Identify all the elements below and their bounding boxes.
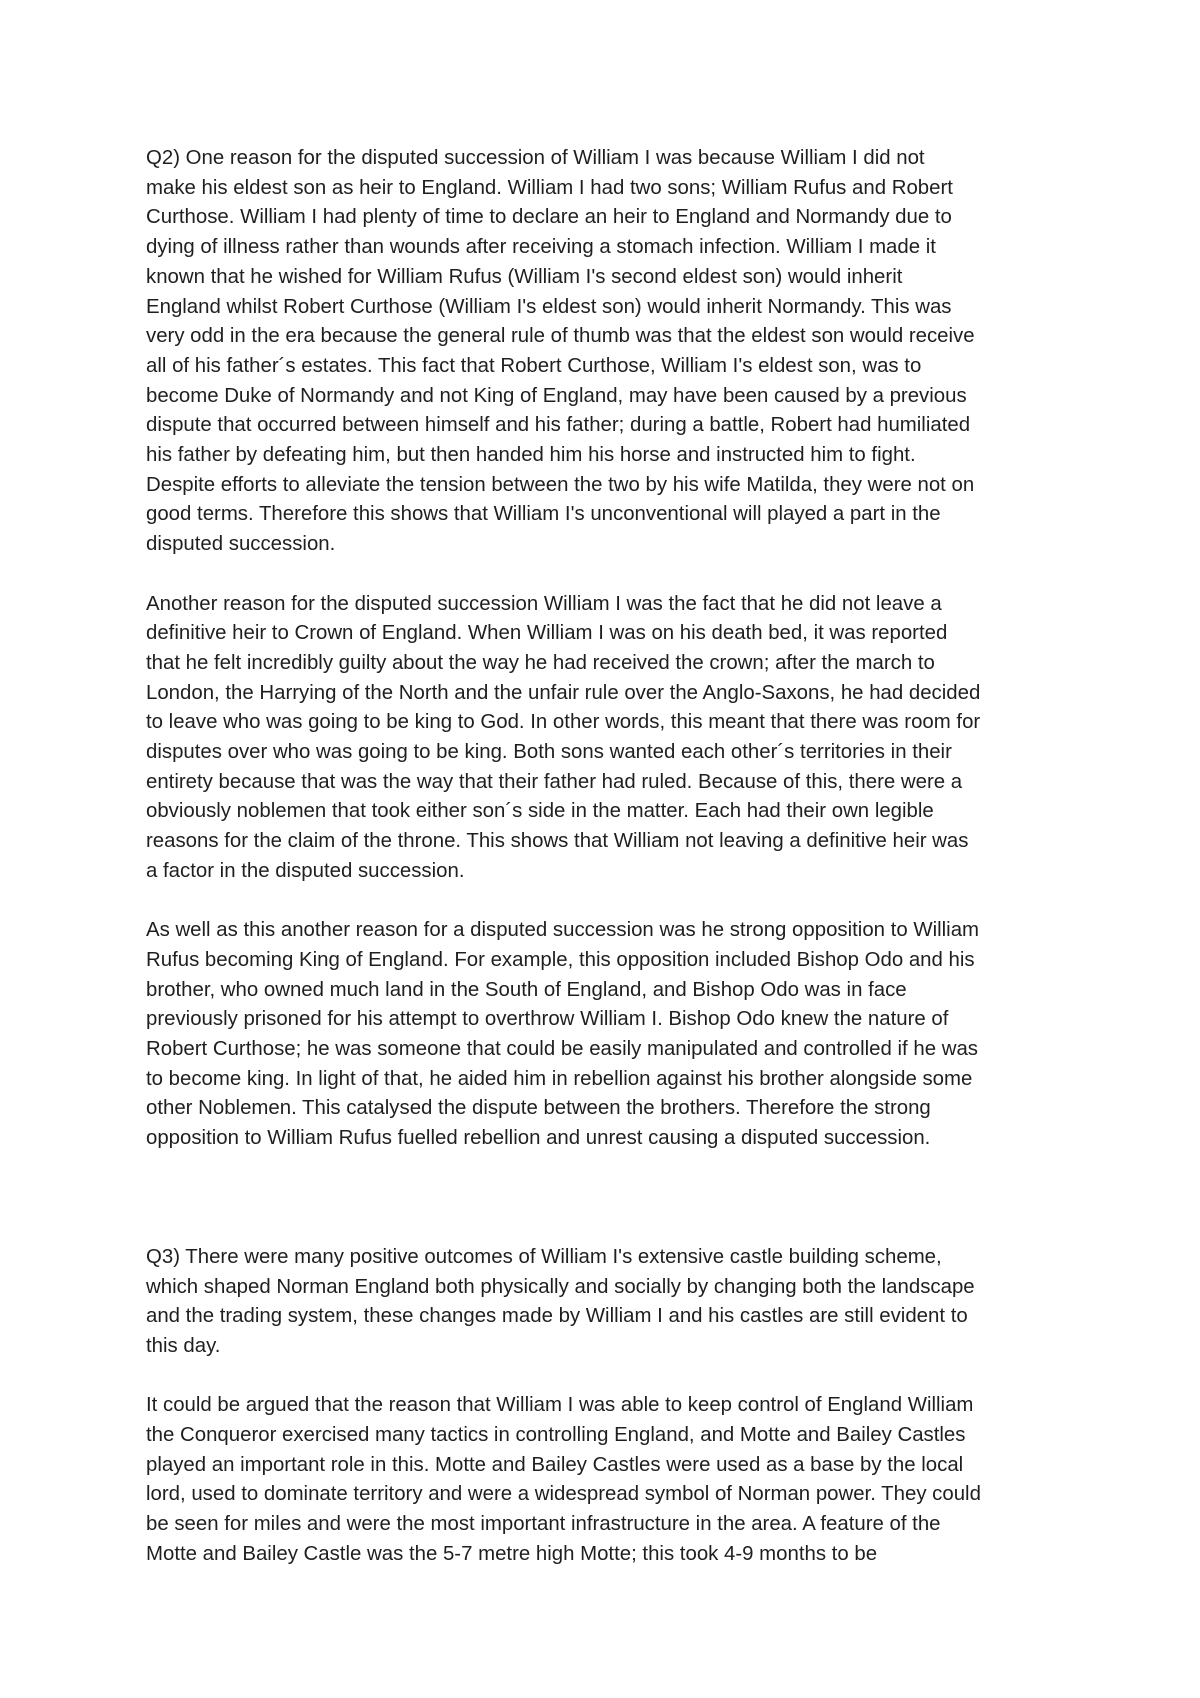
paragraph-gap <box>146 560 1068 590</box>
text-line: entirety because that was the way that their father had ruled. Because of this, there were a <box>146 770 963 793</box>
text-line: which shaped Norman England both physically and socially by changing both the landscape <box>146 1275 975 1298</box>
document-body <box>146 144 1068 1570</box>
text-line: played an important role in this. Motte and Bailey Castles were used as a base by the local <box>146 1453 964 1476</box>
text-line: all of his father´s estates. This fact that Robert Curthose, William I's eldest son, was to <box>146 354 922 377</box>
text-line: good terms. Therefore this shows that William I's unconventional will played a part in the <box>146 503 941 526</box>
text-line: become Duke of Normandy and not King of England, may have been caused by a previous <box>146 384 967 407</box>
text-line: and the trading system, these changes made by William I and his castles are still evident to <box>146 1305 968 1328</box>
text-line: very odd in the era because the general rule of thumb was that the eldest son would receive <box>146 325 975 348</box>
text-line: other Noblemen. This catalysed the dispute between the brothers. Therefore the strong <box>146 1097 931 1120</box>
text-line: Despite efforts to alleviate the tension between the two by his wife Matilda, they were not on <box>146 473 975 496</box>
text-line: brother, who owned much land in the South of England, and Bishop Odo was in face <box>146 978 907 1001</box>
text-line: It could be argued that the reason that William I was able to keep control of England William <box>146 1394 974 1417</box>
text-line: dying of illness rather than wounds after receiving a stomach infection. William I made it <box>146 236 936 259</box>
text-line: the Conqueror exercised many tactics in controlling England, and Motte and Bailey Castles <box>146 1424 966 1447</box>
text-line: disputes over who was going to be king. Both sons wanted each other´s territories in their <box>146 741 952 764</box>
text-line: be seen for miles and were the most important infrastructure in the area. A feature of the <box>146 1513 941 1536</box>
text-line: disputed succession. <box>146 533 336 556</box>
text-line: obviously noblemen that took either son´s side in the matter. Each had their own legible <box>146 800 934 823</box>
q3-paragraph-1 <box>146 1243 1068 1362</box>
text-line: reasons for the claim of the throne. This shows that William not leaving a definitive heir was <box>146 830 969 853</box>
text-line: London, the Harrying of the North and the unfair rule over the Anglo-Saxons, he had decided <box>146 681 981 704</box>
text-line: Robert Curthose; he was someone that could be easily manipulated and controlled if he was <box>146 1038 978 1061</box>
text-line: Curthose. William I had plenty of time to declare an heir to England and Normandy due to <box>146 206 952 229</box>
text-line: definitive heir to Crown of England. When William I was on his death bed, it was reported <box>146 622 948 645</box>
text-line: As well as this another reason for a disputed succession was he strong opposition to William <box>146 919 980 942</box>
paragraph-gap <box>146 1362 1068 1392</box>
text-line: Q3) There were many positive outcomes of William I's extensive castle building scheme, <box>146 1245 942 1268</box>
text-line: Another reason for the disputed succession William I was the fact that he did not leave a <box>146 592 942 615</box>
paragraph-gap <box>146 887 1068 917</box>
text-line: Q2) One reason for the disputed succession of William I was because William I did not <box>146 147 925 169</box>
text-line: his father by defeating him, but then handed him his horse and instructed him to fight. <box>146 444 916 467</box>
text-line: a factor in the disputed succession. <box>146 859 465 882</box>
text-line: to leave who was going to be king to God. In other words, this meant that there was room for <box>146 711 981 734</box>
text-line: Rufus becoming King of England. For example, this opposition included Bishop Odo and his <box>146 948 975 971</box>
q2-paragraph-1 <box>146 144 1068 560</box>
text-line: Motte and Bailey Castle was the 5-7 metre high Motte; this took 4-9 months to be <box>146 1542 878 1565</box>
q3-paragraph-2 <box>146 1391 1068 1569</box>
text-line: that he felt incredibly guilty about the way he had received the crown; after the march to <box>146 651 935 674</box>
section-gap <box>146 1154 1068 1243</box>
q2-paragraph-2 <box>146 590 1068 887</box>
text-line: dispute that occurred between himself and his father; during a battle, Robert had humiliated <box>146 414 971 437</box>
text-line: lord, used to dominate territory and were a widespread symbol of Norman power. They could <box>146 1483 981 1506</box>
q2-paragraph-3 <box>146 916 1068 1154</box>
text-line: this day. <box>146 1334 221 1357</box>
text-line: to become king. In light of that, he aided him in rebellion against his brother alongside some <box>146 1067 973 1090</box>
text-line: opposition to William Rufus fuelled rebellion and unrest causing a disputed succession. <box>146 1127 931 1150</box>
text-line: England whilst Robert Curthose (William I's eldest son) would inherit Normandy. This was <box>146 295 952 318</box>
text-line: known that he wished for William Rufus (William I's second eldest son) would inherit <box>146 265 903 288</box>
text-line: previously prisoned for his attempt to overthrow William I. Bishop Odo knew the nature of <box>146 1008 949 1031</box>
text-line: make his eldest son as heir to England. William I had two sons; William Rufus and Robert <box>146 176 953 199</box>
